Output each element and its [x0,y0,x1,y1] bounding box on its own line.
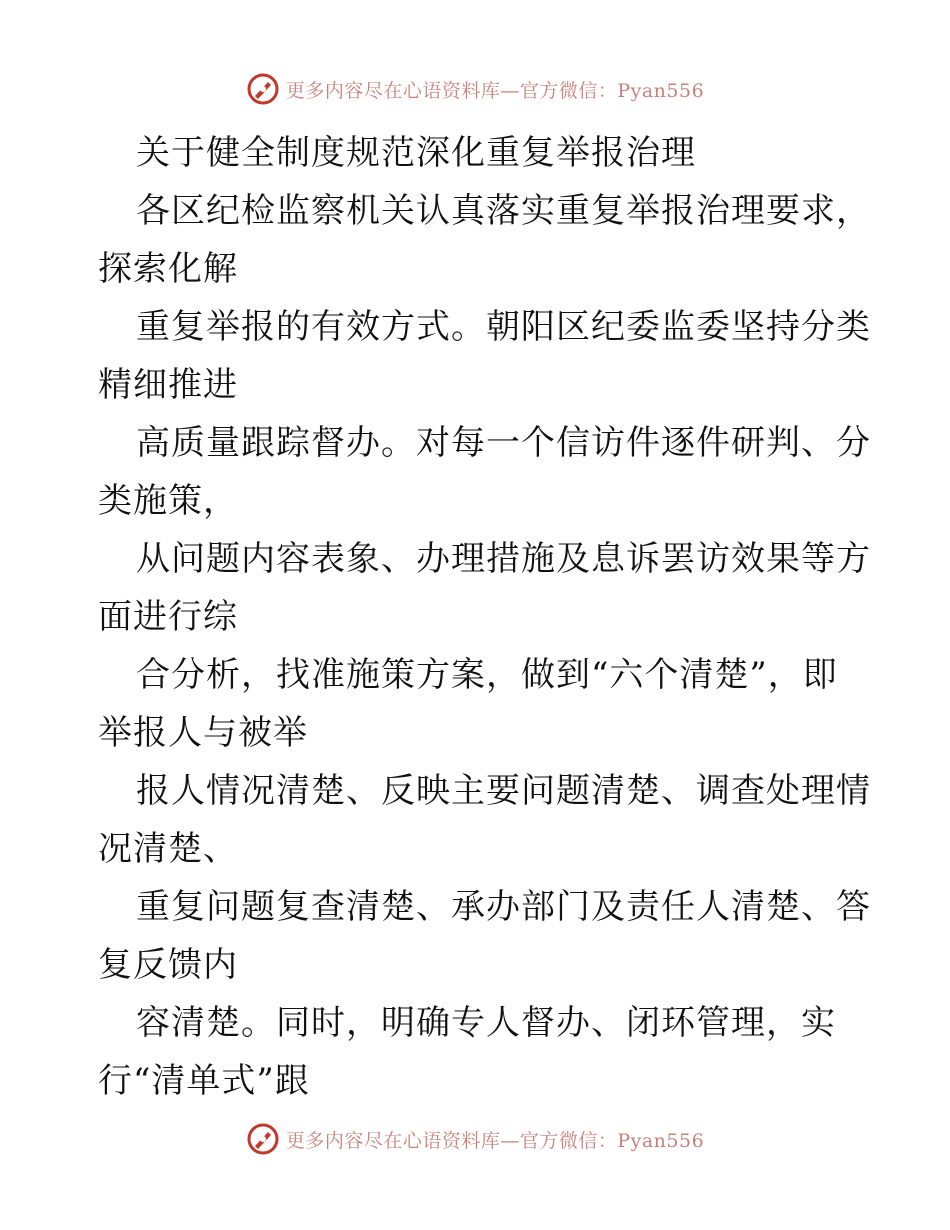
text-line: 重复问题复查清楚、承办部门及责任人清楚、答 [136,887,871,927]
text-line: 各区纪检监察机关认真落实重复举报治理要求， [136,191,871,231]
watermark-text: 更多内容尽在心语资料库—官方微信：Pyan556 [285,79,705,102]
text-line: 面进行综 [98,597,238,637]
text-line: 关于健全制度规范深化重复举报治理 [136,133,696,173]
text-line: 类施策， [98,481,238,521]
text-line: 精细推进 [98,365,238,405]
text-line: 行“清单式”跟 [98,1061,310,1101]
text-line: 合分析，找准施策方案，做到“六个清楚”，即 [136,655,838,695]
text-line: 从问题内容表象、办理措施及息诉罢访效果等方 [136,539,871,579]
text-line: 容清楚。同时，明确专人督办、闭环管理，实 [136,1003,836,1043]
text-line: 复反馈内 [98,945,238,985]
pen-logo-icon [246,1122,280,1156]
text-line: 举报人与被举 [98,713,308,753]
footer-watermark [0,1122,950,1156]
text-line: 重复举报的有效方式。朝阳区纪委监委坚持分类 [136,307,871,347]
document-body [98,124,871,1110]
watermark-text: 更多内容尽在心语资料库—官方微信：Pyan556 [285,1129,705,1152]
text-line: 高质量跟踪督办。对每一个信访件逐件研判、分 [136,423,871,463]
header-watermark [0,72,950,106]
pen-logo-icon [246,72,280,106]
text-line: 况清楚、 [98,829,238,869]
text-line: 探索化解 [98,249,238,289]
text-line: 报人情况清楚、反映主要问题清楚、调查处理情 [136,771,871,811]
